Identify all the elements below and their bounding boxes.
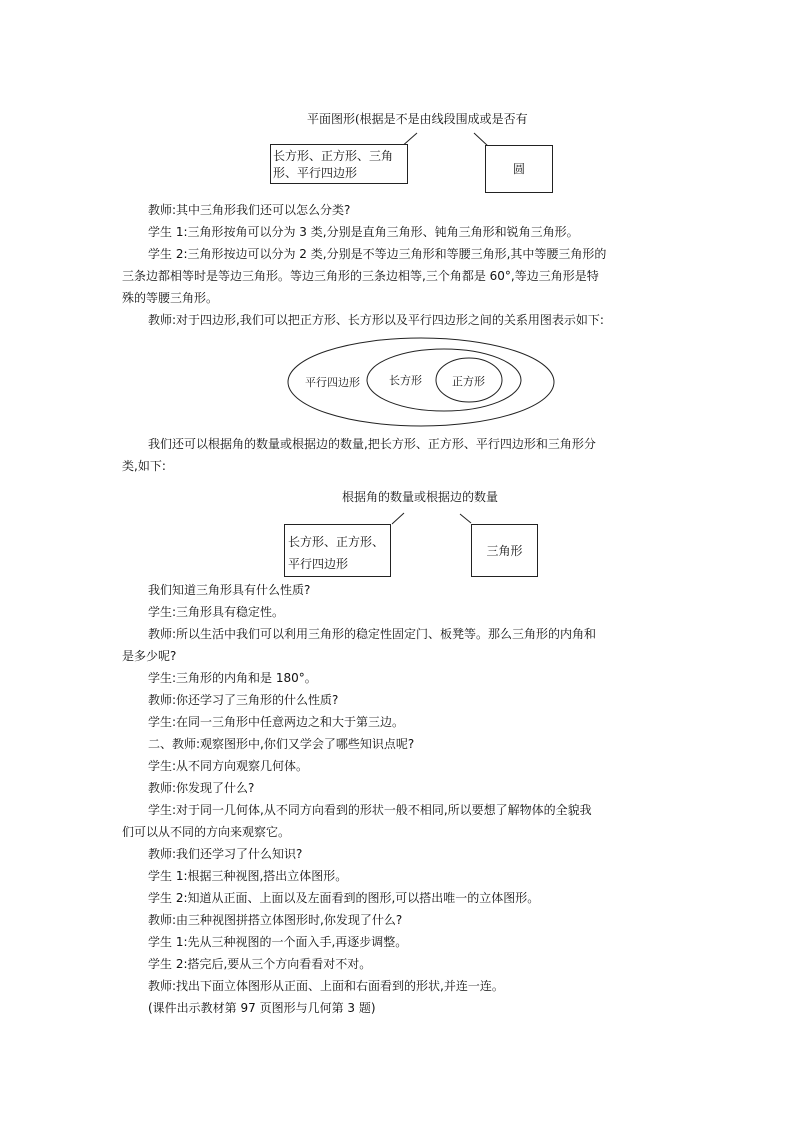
text-line: 教师:其中三角形我们还可以怎么分类? [148, 203, 351, 217]
text-line: 学生:三角形的内角和是 180°。 [148, 671, 317, 685]
diagram3-title: 根据角的数量或根据边的数量 [342, 490, 499, 504]
diagram1-left-box-line2: 形、平行四边形 [273, 166, 358, 180]
text-line: 学生:对于同一几何体,从不同方向看到的形状一般不相同,所以要想了解物体的全貌我 [148, 803, 592, 817]
outer-ellipse-label: 平行四边形 [305, 376, 360, 389]
text-line: 学生:在同一三角形中任意两边之和大于第三边。 [148, 715, 405, 729]
diagram1-title: 平面图形(根据是不是由线段围成或是否有 [307, 112, 528, 126]
text-line: (课件出示教材第 97 页图形与几何第 3 题) [148, 1001, 376, 1015]
text-line: 学生 1:三角形按角可以分为 3 类,分别是直角三角形、钝角三角形和锐角三角形。 [148, 225, 579, 239]
text-line: 三条边都相等时是等边三角形。等边三角形的三条边相等,三个角都是 60°,等边三角形是特 [122, 269, 599, 283]
text-line: 教师:我们还学习了什么知识? [148, 847, 303, 861]
text-line: 二、教师:观察图形中,你们又学会了哪些知识点呢? [148, 737, 415, 751]
text-line: 教师:你还学习了三角形的什么性质? [148, 693, 339, 707]
text-line: 学生:三角形具有稳定性。 [148, 605, 285, 619]
diagram3-right-box [471, 524, 538, 577]
diagram1-left-box-line1: 长方形、正方形、三角 [273, 149, 394, 163]
text-line: 我们还可以根据角的数量或根据边的数量,把长方形、正方形、平行四边形和三角形分 [148, 437, 596, 451]
text-line: 教师:对于四边形,我们可以把正方形、长方形以及平行四边形之间的关系用图表示如下: [148, 313, 604, 327]
text-line: 教师:由三种视图拼搭立体图形时,你发现了什么? [148, 913, 403, 927]
text-line: 教师:找出下面立体图形从正面、上面和右面看到的形状,并连一连。 [148, 979, 504, 993]
text-line: 学生 1:根据三种视图,搭出立体图形。 [148, 869, 348, 883]
inner-ellipse-label: 正方形 [452, 375, 485, 388]
text-line: 学生 2:三角形按边可以分为 2 类,分别是不等边三角形和等腰三角形,其中等腰三角形的 [148, 247, 607, 261]
text-line: 教师:所以生活中我们可以利用三角形的稳定性固定门、板凳等。那么三角形的内角和 [148, 627, 597, 641]
text-line: 学生:从不同方向观察几何体。 [148, 759, 309, 773]
diagram3-left-box-line1: 长方形、正方形、 [288, 535, 385, 549]
middle-ellipse-label: 长方形 [389, 374, 422, 387]
text-line: 教师:你发现了什么? [148, 781, 255, 795]
diagram3-right-box-label: 三角形 [486, 543, 523, 558]
text-line: 们可以从不同的方向来观察它。 [122, 825, 291, 839]
diagram3-left-box-line2: 平行四边形 [288, 557, 349, 571]
text-line: 殊的等腰三角形。 [122, 291, 219, 305]
text-line: 学生 2:知道从正面、上面以及左面看到的图形,可以搭出唯一的立体图形。 [148, 891, 540, 905]
diagram3-left-box [284, 524, 391, 577]
text-line: 类,如下: [122, 459, 166, 473]
diagram1-right-box-label: 圆 [512, 162, 525, 176]
text-line: 是多少呢? [122, 649, 177, 663]
text-line: 我们知道三角形具有什么性质? [148, 583, 311, 597]
text-line: 学生 1:先从三种视图的一个面入手,再逐步调整。 [148, 935, 408, 949]
text-line: 学生 2:搭完后,要从三个方向看看对不对。 [148, 957, 372, 971]
